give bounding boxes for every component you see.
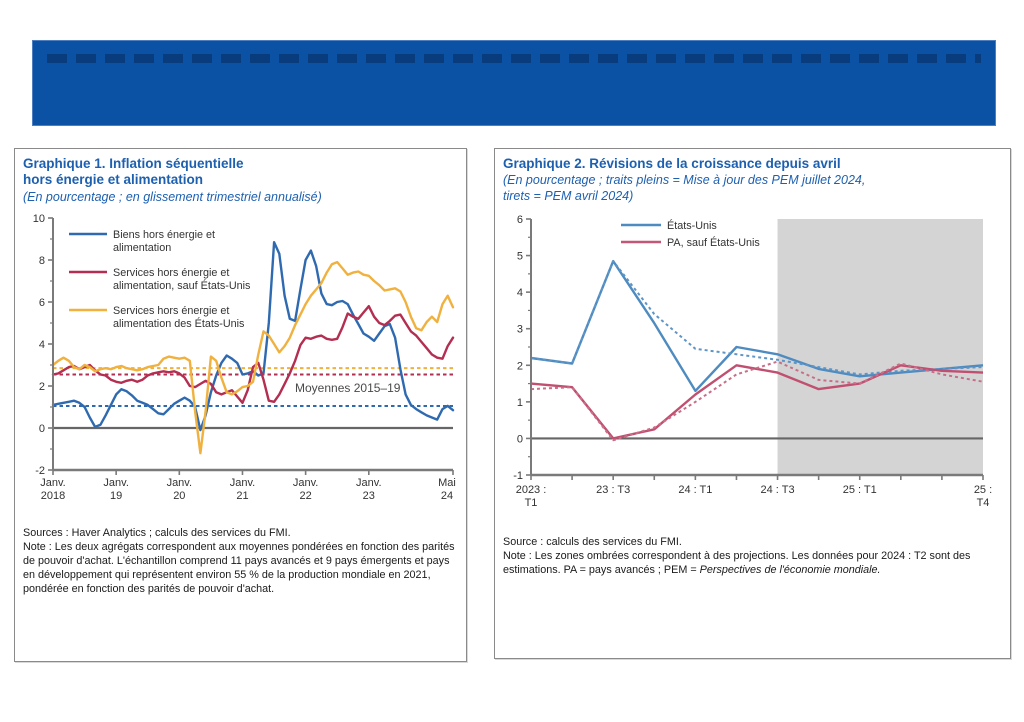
svg-text:21: 21	[236, 489, 249, 502]
figure2-chart	[503, 211, 1002, 521]
figure2-chart-svg	[503, 211, 1003, 521]
svg-text:10: 10	[32, 212, 45, 225]
svg-text:alimentation, sauf États-Unis: alimentation, sauf États-Unis	[113, 279, 251, 292]
svg-text:24 : T3: 24 : T3	[760, 483, 795, 496]
figure2-panel	[494, 148, 1011, 659]
chart1-annotation: Moyennes 2015–19	[295, 380, 401, 395]
svg-text:0: 0	[516, 433, 523, 446]
svg-text:alimentation des États-Unis: alimentation des États-Unis	[113, 317, 245, 330]
svg-text:Services hors énergie et: Services hors énergie et	[113, 266, 230, 279]
svg-text:24 : T1: 24 : T1	[678, 483, 713, 496]
figure1-chart	[23, 212, 458, 512]
chart2-projection-shading	[778, 219, 983, 475]
svg-text:3: 3	[516, 323, 523, 336]
svg-text:-2: -2	[35, 464, 45, 477]
figure1-notes	[23, 526, 458, 596]
svg-text:alimentation: alimentation	[113, 241, 172, 254]
banner-dash-pattern	[47, 54, 981, 63]
figure1-title	[23, 156, 458, 189]
figure2-subtitle-line1: (En pourcentage ; traits pleins = Mise à jour des PEM juillet 2024,	[503, 173, 866, 188]
figure2-subtitle	[503, 173, 1002, 204]
svg-text:PA, sauf États-Unis: PA, sauf États-Unis	[667, 236, 760, 249]
svg-text:États-Unis: États-Unis	[667, 219, 717, 232]
svg-text:2: 2	[516, 360, 523, 373]
figure2-notes	[503, 535, 1002, 577]
svg-text:22: 22	[299, 489, 312, 502]
svg-text:0: 0	[38, 422, 45, 435]
chart2-legend	[621, 219, 760, 249]
svg-text:19: 19	[110, 489, 123, 502]
figure2-subtitle-line2: tirets = PEM avril 2024)	[503, 189, 634, 204]
svg-text:25 :: 25 :	[973, 483, 993, 496]
svg-text:Janv.: Janv.	[103, 476, 129, 489]
svg-text:2: 2	[38, 380, 45, 393]
svg-text:23 : T3: 23 : T3	[596, 483, 631, 496]
figure2-source: Source : calculs des services du FMI.	[503, 535, 682, 548]
svg-text:Mai: Mai	[438, 476, 456, 489]
figure2-title: Graphique 2. Révisions de la croissance depuis avril	[503, 156, 841, 171]
figure1-title-line1: Graphique 1. Inflation séquentielle	[23, 156, 244, 171]
chart1-legend	[69, 229, 251, 330]
svg-text:Biens hors énergie et: Biens hors énergie et	[113, 228, 216, 241]
svg-text:4: 4	[516, 286, 523, 299]
svg-text:-1: -1	[513, 469, 523, 482]
svg-text:Janv.: Janv.	[356, 476, 382, 489]
svg-text:23: 23	[362, 489, 375, 502]
svg-text:5: 5	[516, 250, 523, 263]
svg-text:25 : T1: 25 : T1	[842, 483, 877, 496]
svg-text:6: 6	[516, 213, 523, 226]
svg-text:6: 6	[38, 296, 45, 309]
figure2-note	[503, 549, 1002, 577]
figure1-panel	[14, 148, 467, 662]
figure1-subtitle: (En pourcentage ; en glissement trimestriel annualisé)	[23, 189, 322, 204]
svg-text:8: 8	[38, 254, 45, 267]
figure2-note-italic: Perspectives de l'économie mondiale.	[699, 563, 881, 576]
svg-text:Janv.: Janv.	[166, 476, 193, 489]
figure1-title-line2: hors énergie et alimentation	[23, 172, 204, 188]
figure2-note-plain: Note : Les zones ombrées correspondent à des projections. Les données pour 2024 : T2 sont des estimations. PA = pays avancés ; PEM =	[503, 549, 971, 576]
imf-header-banner	[32, 40, 996, 126]
svg-text:2023 :: 2023 :	[515, 483, 547, 496]
svg-text:Janv.: Janv.	[292, 476, 319, 489]
svg-text:Janv.: Janv.	[40, 476, 66, 489]
svg-text:Janv.: Janv.	[229, 476, 256, 489]
svg-text:T1: T1	[524, 496, 538, 509]
svg-text:T4: T4	[976, 496, 990, 509]
svg-text:1: 1	[516, 396, 523, 409]
svg-text:Services hors énergie et: Services hors énergie et	[113, 304, 230, 317]
svg-text:4: 4	[38, 338, 45, 351]
figure1-sources: Sources : Haver Analytics ; calculs des services du FMI.	[23, 526, 291, 539]
svg-text:20: 20	[173, 489, 186, 502]
figure1-chart-svg	[23, 212, 459, 512]
svg-text:2018: 2018	[40, 489, 66, 502]
figure1-note: Note : Les deux agrégats correspondent aux moyennes pondérées en fonction des parités de pouvoir d'achat. L'échantillon comprend 11 pays avancés et 9 pays émergents et pays en développement qui représentent environ 55 % de la production mondiale en 2021, pondérée en fonction des parités de pouvoir d'achat.	[23, 540, 455, 595]
svg-text:24: 24	[440, 489, 454, 502]
